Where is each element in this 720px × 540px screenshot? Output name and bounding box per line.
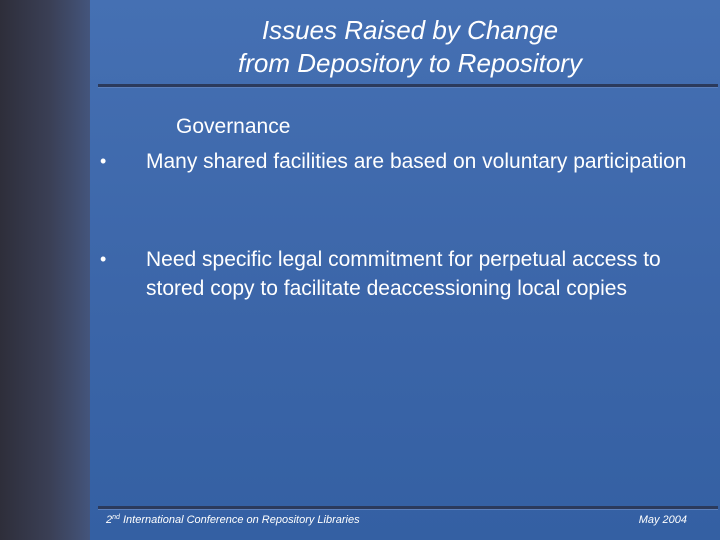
bullet-marker: •: [100, 249, 107, 269]
title-divider: [98, 84, 718, 87]
section-heading: Governance: [176, 115, 291, 138]
title-line-1: Issues Raised by Change: [261, 15, 559, 45]
bullet-text: Many shared facilities are based on voluntary participation: [146, 150, 687, 173]
footer-divider: [98, 506, 718, 509]
bullet-text: Need specific legal commitment for perpetual access to stored copy to facilitate deaccessioning local copies: [146, 248, 661, 300]
title-line-2: from Depository to Repository: [238, 48, 582, 78]
footer-ordinal-number: 2: [106, 514, 113, 526]
footer-conference-text: International Conference on Repository Libraries: [119, 514, 360, 526]
left-decorative-band: [0, 0, 90, 540]
bullet-marker: •: [100, 151, 107, 171]
slide-title: [100, 14, 720, 80]
footer-ordinal-suffix: nd: [112, 514, 120, 521]
footer-date: May 2004: [638, 514, 687, 526]
footer-conference-name: [106, 513, 360, 527]
